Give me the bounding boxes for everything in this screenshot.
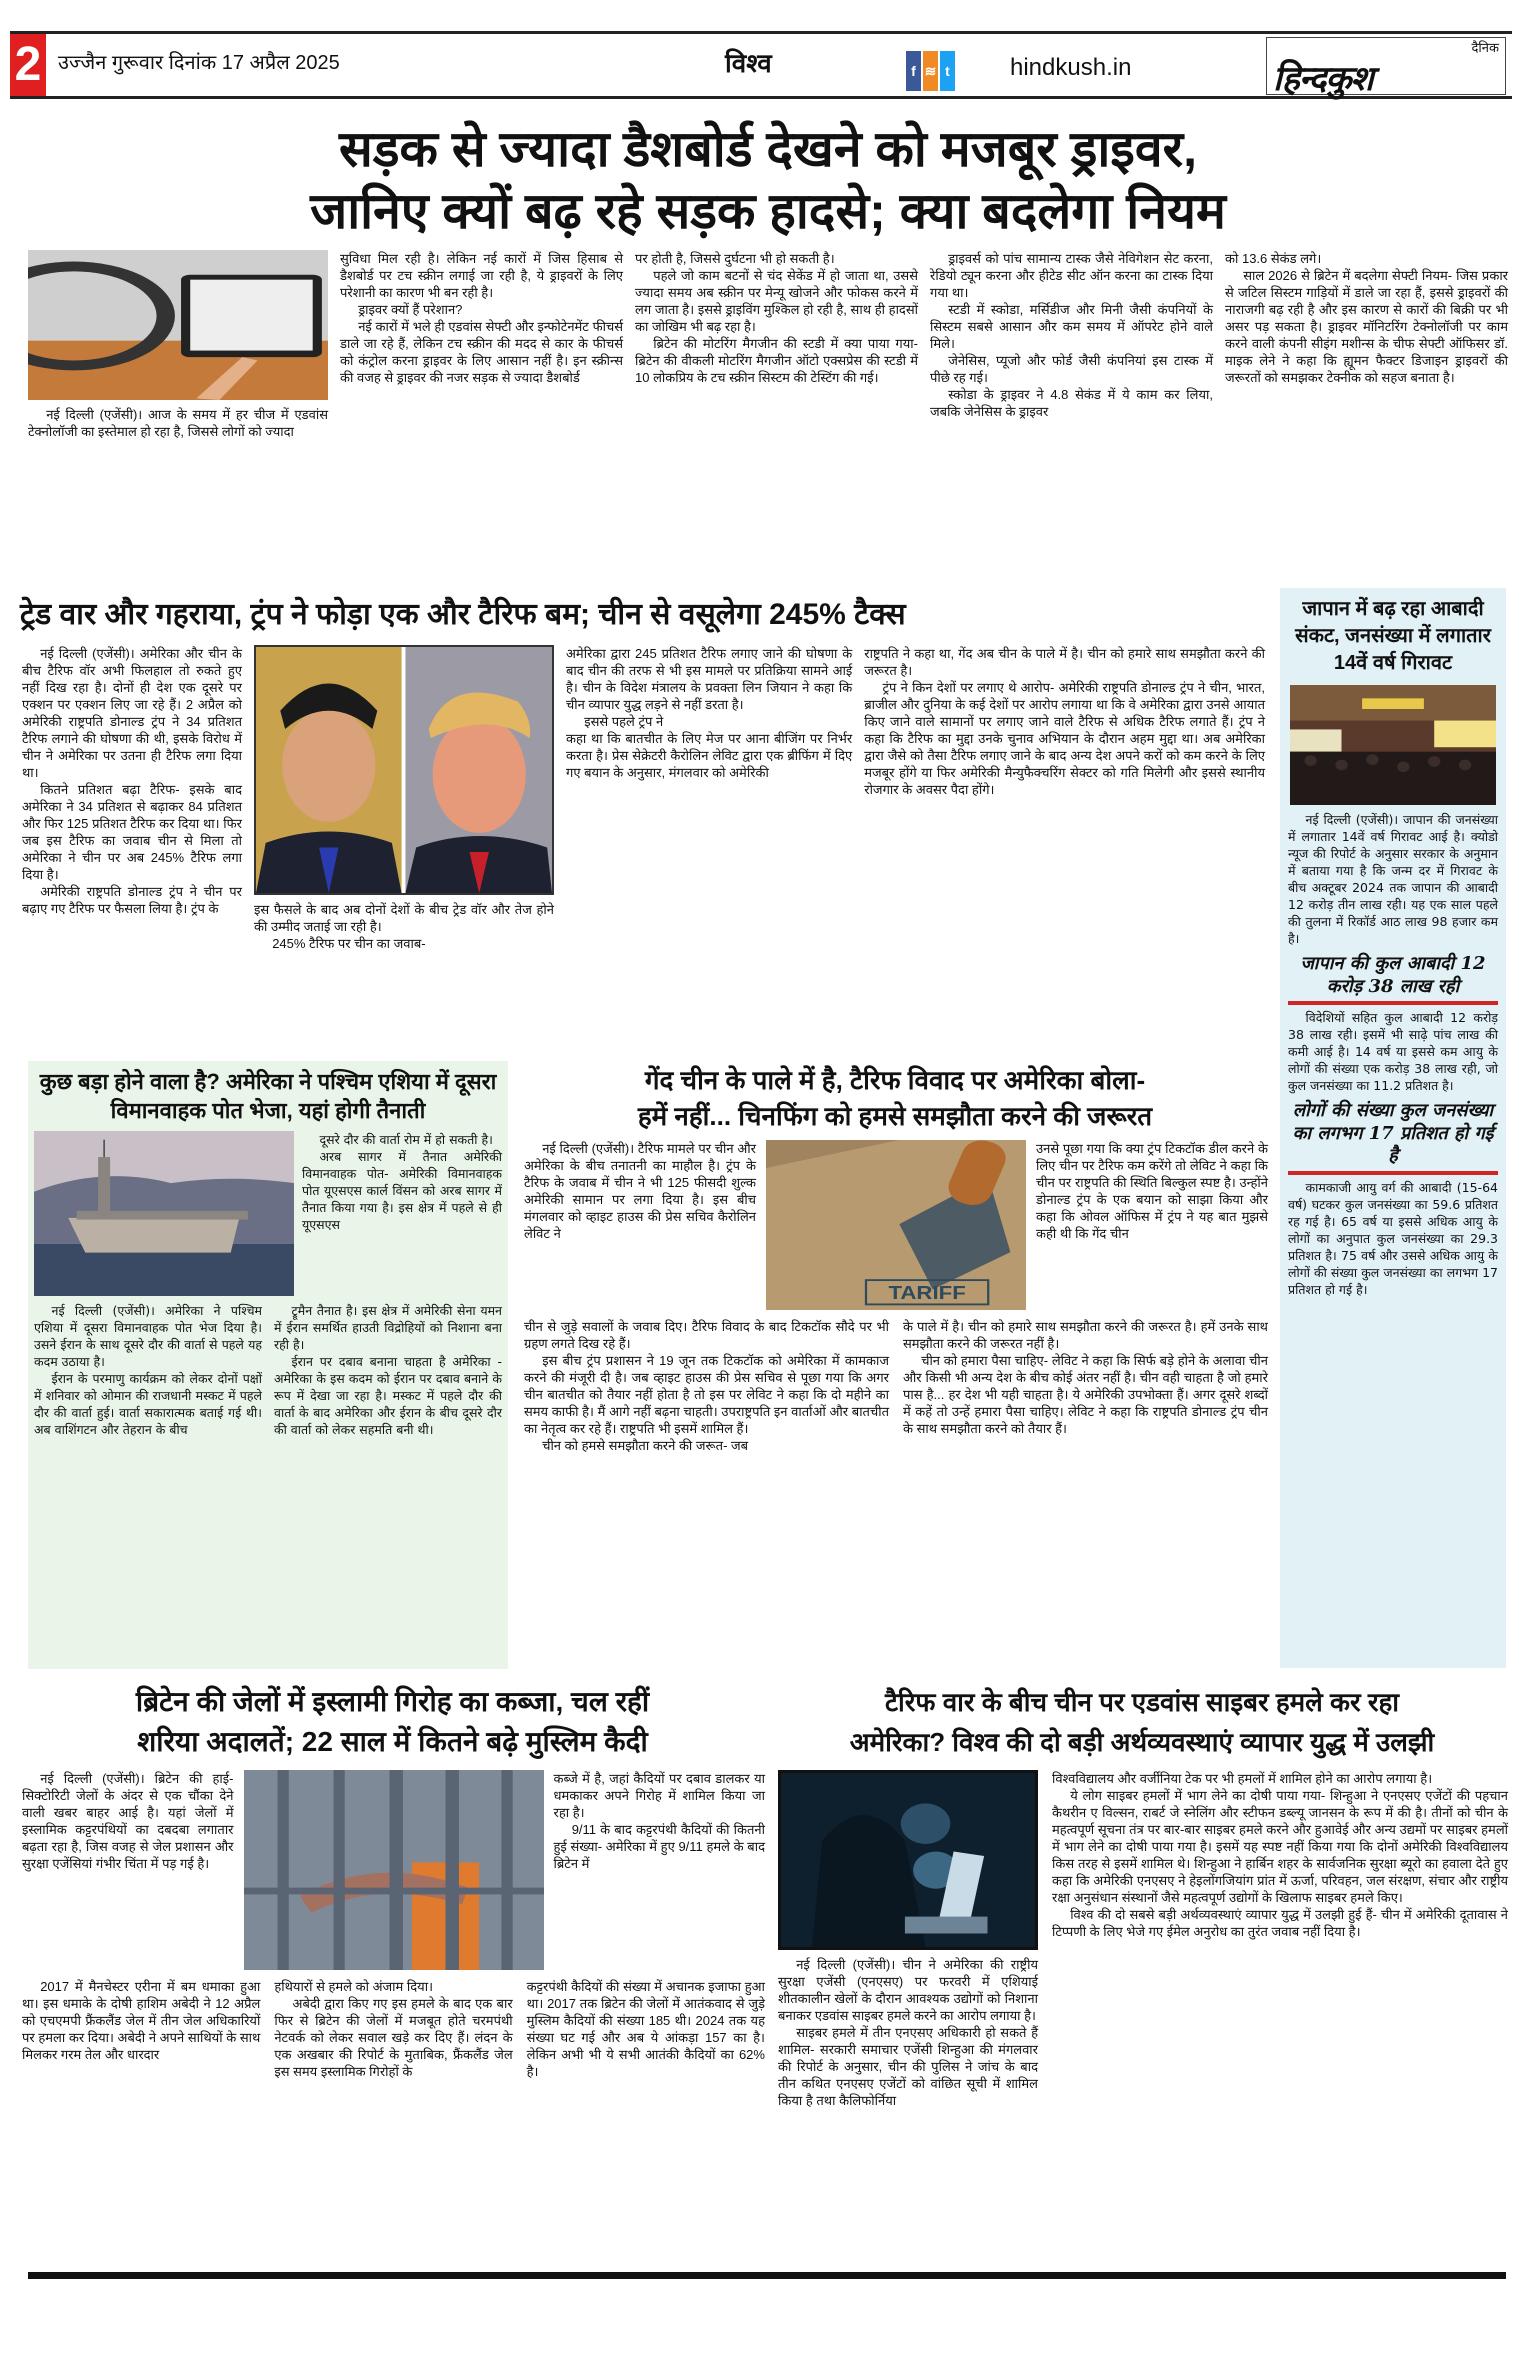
paragraph: नई दिल्ली (एजेंसी)। जापान की जनसंख्या में लगातार 14वें वर्ष गिरावट आई है। क्योडो न्यूज की रिपोर्ट के अनुसार सरकार के अनुमान में बताया गया है कि जन्म दर में गिरावट के बीच अक्टूबर 2024 तक जापान की आबादी 12 करोड़ तीन लाख रही। यह एक साल पहले की तुलना में रिकॉर्ड आठ लाख 98 हजार कम है। — [1288, 812, 1498, 946]
rss-icon[interactable]: ≋ — [923, 51, 938, 91]
cyber-body — [778, 1770, 1508, 2265]
japan-market-photo — [1290, 685, 1496, 805]
dashboard-col-4 — [930, 250, 1213, 585]
prison-right-side — [554, 1770, 766, 1970]
prison-col-2 — [274, 1978, 512, 2080]
paragraph: हथियारों से हमले को अंजाम दिया। — [274, 1979, 434, 1994]
paragraph: विश्व की दो सबसे बड़ी अर्थव्यवस्थाएं व्यापार युद्ध में उलझी हुई हैं- चीन में अमेरिकी दूतावास ने टिप्पणी के लिए भेजे गए ईमेल अनुरोध का तुरंत जवाब नहीं दिया है। — [1052, 1907, 1508, 1939]
paragraph: कामकाजी आयु वर्ग की आबादी (15-64 वर्ष) घटकर कुल जनसंख्या का 59.6 प्रतिशत रह गई है। 65 वर्ष या इससे अधिक आयु के लोगों का अनुपात कुल जनसंख्या का 29.3 प्रतिशत है। 75 वर्ष और उससे अधिक आयु के लोगों की संख्या कुल जनसंख्या का लगभग 17 प्रतिशत हो गई है। — [1288, 1179, 1498, 1297]
paragraph: इस फैसले के बाद अब दोनों देशों के बीच ट्रेड वॉर और तेज होने की उम्मीद जताई जा रही है। — [254, 902, 554, 934]
ball-headline — [520, 1062, 1270, 1134]
ball-right-side — [1036, 1140, 1268, 1310]
paragraph: के पाले में है। चीन को हमारे साथ समझौता करने की जरूरत है। हमें उनके साथ समझौता करने की जरूरत नहीं है। — [903, 1319, 1268, 1351]
carrier-headline: कुछ बड़ा होने वाला है? अमेरिका ने पश्चिम एशिया में दूसरा विमानवाहक पोत भेजा, यहां होगी तैनाती — [39, 1069, 497, 1123]
headline-line: जानिए क्यों बढ़ रहे सड़क हादसे; क्या बदलेगा नियम — [310, 183, 1226, 239]
cyber-col-2 — [1052, 1770, 1508, 2265]
paragraph: उनसे पूछा गया कि क्या ट्रंप टिकटॉक डील करने के लिए चीन पर टैरिफ कम करेंगे तो लेविट ने कहा कि चीन पर राष्ट्रपति की स्थिति बिल्कुल स्पष्ट है। उन्होंने डोनाल्ड ट्रंप के एक बयान को साझा किया और कहा कि ओवल ऑफिस में ट्रंप ने यह बात मुझसे कही थी कि गेंद चीन — [1036, 1141, 1268, 1241]
carrier-bottom-row — [28, 1296, 508, 1438]
paragraph: कब्जे में है, जहां कैदियों पर दबाव डालकर या धमकाकर अपने गिरोह में शामिल किया जा रहा है। — [553, 1771, 765, 1820]
paragraph: ड्राइवर्स को पांच सामान्य टास्क जैसे नेविगेशन सेट करना, रेडियो ट्यून करना और हीटेड सीट ऑन करना का टास्क दिया गया था। — [930, 251, 1213, 300]
page-number: 2 — [10, 34, 46, 96]
newspaper-logo — [1266, 37, 1506, 99]
dashboard-col-1 — [28, 250, 328, 585]
prison-top-row — [22, 1770, 765, 1970]
tradewar-body — [22, 645, 1265, 1050]
paragraph: कितने प्रतिशत बढ़ा टैरिफ- इसके बाद अमेरिका ने 34 प्रतिशत से बढ़ाकर 84 प्रतिशत और फिर 125 प्रतिशत टैरिफ कर दिया था। फिर जब इस टैरिफ का जवाब चीन से मिला तो अमेरिका ने चीन पर अब 245% टैरिफ लगा दिया है। — [22, 782, 242, 882]
aircraft-carrier-photo — [34, 1131, 294, 1296]
paragraph: नई दिल्ली (एजेंसी)। आज के समय में हर चीज में एडवांस टेक्नोलॉजी का इस्तेमाल हो रहा है, जिससे लोगों को ज्यादा — [28, 407, 328, 439]
dashboard-col-2 — [340, 250, 623, 585]
paragraph: चीन को हमारा पैसा चाहिए- लेविट ने कहा कि सिर्फ बड़े होने के अलावा चीन और किसी भी अन्य देश के बीच कोई अंतर नहीं है। चीन वही चाहता है जो हमारे पास है... हर देश भी यही चाहता है। ये अमेरिकी उपभोक्ता हैं। अगर दूसरे शब्दों में कहें तो उन्हें हमारा पैसा चाहिए। लेविट ने कहा कि राष्ट्रपति डोनाल्ड ट्रंप चीन के साथ समझौता करने को तैयार हैं। — [903, 1353, 1268, 1436]
ball-col-1 — [524, 1318, 889, 1454]
carrier-col-1 — [34, 1302, 262, 1438]
paragraph: को 13.6 सेकंड लगे। — [1225, 251, 1322, 266]
tradewar-col-4 — [864, 645, 1265, 1050]
paragraph: कहा था कि बातचीत के लिए मेज पर आना बीजिंग पर निर्भर करता है। प्रेस सेक्रेटरी कैरोलिन लेविट द्वारा एक ब्रीफिंग में दिए गए बयान के अनुसार, मंगलवार को अमेरिकी — [566, 731, 853, 780]
paragraph: स्कोडा के ड्राइवर ने 4.8 सेकंड में ये काम कर लिया, जबकि जेनेसिस के ड्राइवर — [930, 387, 1213, 419]
website-link[interactable]: hindkush.in — [1010, 54, 1132, 81]
section-label: विश्व — [725, 48, 772, 78]
paragraph: चीन से जुड़े सवालों के जवाब दिए। टैरिफ विवाद के बाद टिकटॉक सौदे पर भी ग्रहण लगते दिख रहे हैं। — [524, 1319, 889, 1351]
ball-body — [524, 1140, 1268, 1668]
paragraph: अबेदी द्वारा किए गए इस हमले के बाद एक बार फिर से ब्रिटेन की जेलों में मजबूत होते चरमपंथी नेटवर्क को लेकर सवाल खड़े कर दिए हैं। लंदन के एक अखबार की रिपोर्ट के मुताबिक, फ्रैंकलैंड जेल इस समय इस्लामिक गिरोहों के — [274, 1996, 513, 2079]
dashboard-body — [28, 250, 1508, 585]
tradewar-headline: ट्रेड वार और गहराया, ट्रंप ने फोड़ा एक और टैरिफ बम; चीन से वसूलेगा 245% टैक्स — [20, 598, 906, 631]
tradewar-photo-col — [254, 645, 554, 1050]
paragraph: 9/11 के बाद कट्टरपंथी कैदियों की कितनी हुई संख्या- अमेरिका में हुए 9/11 हमले के बाद ब्रिटेन में — [553, 1822, 765, 1871]
paragraph: साइबर हमले में तीन एनएसए अधिकारी हो सकते हैं शामिल- सरकारी समाचार एजेंसी शिन्हुआ की मंगलवार की रिपोर्ट के अनुसार, चीन की पुलिस ने जांच के बाद तीन कथित एनएसए एजेंटों को वांछित सूची में शामिल किया है तथा कैलिफोर्निया — [778, 2025, 1038, 2108]
ball-bottom-row — [524, 1318, 1268, 1454]
prison-bottom-row — [22, 1978, 765, 2080]
divider — [1288, 1001, 1498, 1005]
paragraph: ईरान के परमाणु कार्यक्रम को लेकर दोनों पक्षों में शनिवार को ओमान की राजधानी मस्कट में पहले दौर की वार्ता हुई। वार्ता सकारात्मक बताई गई थी। अब वाशिंगटन और तेहरान के बीच — [34, 1371, 262, 1437]
paragraph: विदेशियों सहित कुल आबादी 12 करोड़ 38 लाख रही। इसमें भी साढ़े पांच लाख की कमी आई है। 14 वर्ष या इससे कम आयु के लोगों की संख्या एक करोड़ 38 लाख रही, जो कुल जनसंख्या का 11.2 प्रतिशत है। — [1288, 1010, 1498, 1093]
paragraph: राष्ट्रपति ने कहा था, गेंद अब चीन के पाले में है। चीन को हमारे साथ समझौता करने की जरूरत है। — [864, 646, 1265, 678]
dashboard-col-5 — [1225, 250, 1508, 585]
japan-sidebar — [1280, 588, 1506, 1668]
tradewar-col-1 — [22, 645, 242, 1050]
twitter-icon[interactable]: t — [940, 51, 955, 91]
paragraph: स्टडी में स्कोडा, मर्सिडीज और मिनी जैसी कंपनियों के सिस्टम सबसे आसान और कम समय में ऑपरेट होने वाले मिले। — [930, 302, 1213, 351]
divider — [1288, 1171, 1498, 1175]
paragraph: अरब सागर में तैनात अमेरिकी विमानवाहक पोत- अमेरिकी विमानवाहक पोत यूएसएस कार्ल विंसन को अरब सागर में तैनात किया गया है। इस क्षेत्र में पहले से ही यूएसएस — [302, 1149, 502, 1232]
hacker-photo — [778, 1770, 1038, 1950]
japan-subhead: जापान की कुल आबादी 12 करोड़ 38 लाख रही — [1300, 953, 1486, 997]
paragraph: जेनेसिस, प्यूजो और फोर्ड जैसी कंपनियां इस टास्क में पीछे रह गई। — [930, 353, 1213, 385]
paragraph: अमेरिका द्वारा 245 प्रतिशत टैरिफ लगाए जाने की घोषणा के बाद चीन की तरफ से भी इस मामले पर प्रतिक्रिया सामने आई है। चीन के विदेश मंत्रालय के प्रवक्ता लिन जियान ने कहा कि चीन व्यापार युद्ध लड़ने से नहीं डरता है। — [566, 646, 853, 712]
cyber-headline — [776, 1682, 1508, 1762]
paragraph: अमेरिकी राष्ट्रपति डोनाल्ड ट्रंप ने चीन पर बढ़ाए गए टैरिफ पर फैसला लिया है। ट्रंप के — [22, 884, 242, 916]
japan-headline: जापान में बढ़ रहा आबादी संकट, जनसंख्या में लगातार 14वें वर्ष गिरावट — [1295, 598, 1491, 674]
prison-col-3 — [527, 1978, 765, 2080]
prison-left-side — [22, 1770, 234, 1970]
ball-top-row — [524, 1140, 1268, 1310]
dashboard-headline — [20, 118, 1516, 242]
paragraph: दूसरे दौर की वार्ता रोम में हो सकती है। — [319, 1132, 493, 1147]
carrier-top-row — [28, 1131, 508, 1296]
paragraph: नई दिल्ली (एजेंसी)। अमेरिका और चीन के बीच टैरिफ वॉर अभी फिलहाल तो रुकते हुए नहीं दिख रहा है। दोनों ही देश एक दूसरे पर एक्शन पर एक्शन लिए जा रहे हैं। 2 अप्रैल को अमेरिकी राष्ट्रपति डोनाल्ड ट्रंप ने 34 प्रतिशत टैरिफ लगाने की घोषणा की थी, इसके विरोध में चीन ने अमेरिका पर उतना ही टैरिफ लगा दिया था। — [22, 646, 242, 780]
paragraph: नई दिल्ली (एजेंसी)। चीन ने अमेरिका की राष्ट्रीय सुरक्षा एजेंसी (एनएसए) पर फरवरी में एशियाई शीतकालीन खेलों के दौरान आवश्यक उद्योगों को निशाना बनाकर एडवांस साइबर हमले करने का आरोप लगाया है। — [778, 1957, 1038, 2023]
tariff-stamp-photo — [766, 1140, 1026, 1310]
headline-line: सड़क से ज्यादा डैशबोर्ड देखने को मजबूर ड्राइवर, — [339, 121, 1197, 177]
headline-line: टैरिफ वार के बीच चीन पर एडवांस साइबर हमले कर रहा — [884, 1687, 1400, 1717]
paragraph: साल 2026 से ब्रिटेन में बदलेगा सेफ्टी नियम- जिस प्रकार से जटिल सिस्टम गाड़ियों में डाले जा रहा हैं, इससे ड्राइवरों की नाराजगी बढ़ रही है और इस कारण से कारों की बिक्री पर भी असर पड़ सकता है। ड्राइवर मॉनिटरिंग टेक्नोलॉजी पर काम करने वाली कंपनी सीइंग मशीन्स के चीफ सेफ्टी ऑफिसर डॉ. माइक लेने ने कहा कि ह्यूमन फैक्टर डिजाइन ड्राइवरों की जरूरतों को समझकर टेक्नीक को सहज बनाता है। — [1225, 268, 1508, 385]
prison-body — [22, 1770, 765, 2265]
car-dashboard-photo — [28, 250, 328, 400]
tradewar-col-3 — [566, 645, 852, 1050]
prison-bars-photo — [244, 1770, 544, 1970]
paragraph: पहले जो काम बटनों से चंद सेकेंड में हो जाता था, उससे ज्यादा समय अब स्क्रीन पर मेन्यू खोजने और फोकस करने में लग जाता है। इससे ड्राइविंग मुश्किल हो रही है, साथ ही हादसों का जोखिम भी बढ़ रहा है। — [635, 268, 918, 334]
ball-left-side — [524, 1140, 756, 1310]
paragraph: ईरान पर दबाव बनाना चाहता है अमेरिका - अमेरिका के इस कदम को ईरान पर दबाव बनाने के रूप में देखा जा रहा है। मस्कट में पहले दौर की वार्ता के बाद अमेरिका और ईरान के बीच दूसरे दौर की वार्ता को लेकर सहमति बनी थी। — [274, 1354, 502, 1437]
paragraph: पर होती है, जिससे दुर्घटना भी हो सकती है। — [635, 251, 835, 266]
paragraph: इससे पहले ट्रंप ने — [584, 714, 664, 729]
headline-line: हमें नहीं... चिनफिंग को हमसे समझौता करने की जरूरत — [637, 1101, 1153, 1131]
ball-col-2 — [903, 1318, 1268, 1454]
paragraph: 2017 में मैनचेस्टर एरीना में बम धमाका हुआ था। इस धमाके के दोषी हाशिम अबेदी ने 12 अप्रैल को एचएमपी फ्रैंकलैंड जेल में तीन जेल अधिकारियों पर हमला कर दिया। अबेदी ने अपने साथियों के साथ मिलकर गरम तेल और धारदार — [22, 1979, 261, 2062]
paragraph: नई दिल्ली (एजेंसी)। ब्रिटेन की हाई-सिक्टोरिटी जेलों के अंदर से एक चौंका देने वाली खबर बाहर आई है। यहां जेलों में इस्लामिक कट्टरपंथियों का दबदबा लगातार बढ़ता रहा है, जिस वजह से जेल प्रशासन और सुरक्षा एजेंसियां गंभीर चिंता में पड़ गई है। — [22, 1771, 234, 1871]
carrier-col-2 — [274, 1302, 502, 1438]
carrier-article — [28, 1061, 508, 1669]
paragraph: कट्टरपंथी कैदियों की संख्या में अचानक इजाफा हुआ था। 2017 तक ब्रिटेन की जेलों में आतंकवाद से जुड़े मुस्लिम कैदियों की संख्या 185 थी। 2024 तक यह संख्या घट गई और अब ये आंकड़ा 157 का है। लेकिन अभी भी ये सभी आतंकी कैदियों का 62% है। — [526, 1979, 765, 2079]
paragraph: नई दिल्ली (एजेंसी)। टैरिफ मामले पर चीन और अमेरिका के बीच तनातनी का माहौल है। ट्रंप के टैरिफ के जवाब में चीन ने भी 125 फीसदी शुल्क अमेरिकी सामान पर लगा दिया है। इस बीच मंगलवार को व्हाइट हाउस की प्रेस सचिव कैरोलिन लेविट ने — [524, 1141, 756, 1241]
tariff-stamp-label: TARIFF — [888, 1282, 966, 1304]
subhead: ड्राइवर क्यों हैं परेशान? — [358, 302, 463, 317]
cyber-left-col — [778, 1770, 1038, 2265]
paragraph: इस बीच ट्रंप प्रशासन ने 19 जून तक टिकटॉक को अमेरिका में कामकाज करने की मंजूरी दी है। जब व्हाइट हाउस की प्रेस सचिव से पूछा गया कि अगर चीन बातचीत को तैयार नहीं होता है तो इस पर लेविट ने कहा कि दो महीने का समय काफी है। मैं आगे नहीं बढ़ना चाहती। उपराष्ट्रपति इन वार्ताओं और बातचीत का नेतृत्व कर रहे हैं। राष्ट्रपति भी इसमें शामिल हैं। — [524, 1353, 889, 1436]
social-icons — [906, 51, 955, 91]
dashboard-col-3 — [635, 250, 918, 585]
japan-body — [1280, 811, 1506, 1298]
headline-line: ब्रिटेन की जेलों में इस्लामी गिरोह का कब्जा, चल रहीं — [135, 1686, 650, 1717]
paragraph: ट्रूमैन तैनात है। इस क्षेत्र में अमेरिकी सेना यमन में ईरान समर्थित हाउती विद्रोहियों को निशाना बना रही है। — [274, 1303, 502, 1352]
leaders-photo — [254, 645, 554, 895]
paragraph: विश्वविद्यालय और वर्जीनिया टेक पर भी हमलों में शामिल होने का आरोप लगाया है। — [1052, 1771, 1433, 1786]
bottom-divider — [28, 2272, 1506, 2279]
headline-line: शरिया अदालतें; 22 साल में कितने बढ़े मुस्लिम कैदी — [137, 1726, 648, 1757]
logo-title: हिन्दकुश — [1273, 59, 1373, 99]
paragraph: चीन को हमसे समझौता करने की जरूत- जब — [542, 1438, 749, 1453]
dateline: उज्जैन गुरूवार दिनांक 17 अप्रैल 2025 — [58, 52, 340, 74]
facebook-icon[interactable]: f — [906, 51, 921, 91]
carrier-side-col — [302, 1131, 502, 1296]
japan-subhead: लोगों की संख्या कुल जनसंख्या का लगभग 17 प्रतिशत हो गई है — [1292, 1100, 1494, 1166]
paragraph: सुविधा मिल रही है। लेकिन नई कारों में जिस हिसाब से डैशबोर्ड पर टच स्क्रीन लगाई जा रही है, ये ड्राइवरों के लिए परेशानी का कारण भी बन रही है। — [340, 251, 623, 300]
paragraph: ब्रिटेन की मोटरिंग मैगजीन की स्टडी में क्या पाया गया- ब्रिटेन की वीकली मोटरिंग मैगजीन ऑटो एक्सप्रेस की स्टडी में 10 लोकप्रिय के टच स्क्रीन सिस्टम की टेस्टिंग की गई। — [635, 336, 918, 385]
cyber-col-1 — [778, 1956, 1038, 2109]
paragraph: नई कारों में भले ही एडवांस सेफ्टी और इन्फोटेनमेंट फीचर्स डाले जा रहे हैं, लेकिन टच स्क्रीन की मदद से कार के फीचर्स को कंट्रोल करना ड्राइवर के लिए आसान नहीं है। इन स्क्रीन्स की वजह से ड्राइवर की नजर सड़क से ज्यादा डैशबोर्ड — [340, 319, 623, 385]
prison-headline — [20, 1682, 765, 1762]
paragraph: ट्रंप ने किन देशों पर लगाए थे आरोप- अमेरिकी राष्ट्रपति डोनाल्ड ट्रंप ने चीन, भारत, ब्राजील और दुनिया के कई देशों पर आरोप लगाया था कि वे अमेरिका द्वारा उनसे आयात किए जाने वाले सामानों पर लगाए जाने वाले टैरिफ से अधिक टैरिफ लगाते हैं। ट्रंप ने कहा कि टैरिफ का मुद्दा उनके चुनाव अभियान के दौरान अहम मुद्दा था। अब अमेरिका द्वारा जैसे को तैसा टैरिफ लगाए जाने के बाद अन्य देश अपने करों को कम करने के लिए मजबूर होंगे या फिर अमेरिकी मैन्युफैक्चरिंग सेक्टर को गति मिलेगी और इससे स्थानीय रोजगार के अवसर पैदा होंगे। — [864, 680, 1265, 797]
headline-line: गेंद चीन के पाले में है, टैरिफ विवाद पर अमेरिका बोला- — [644, 1065, 1146, 1095]
paragraph: ये लोग साइबर हमलों में भाग लेने का दोषी पाया गया- शिन्हुआ ने एनएसए एजेंटों की पहचान कैथरीन ए विल्सन, राबर्ट जे स्नेलिंग और स्टीफन डब्ल्यू जानसन के रूप में की है। तीनों को चीन के महत्वपूर्ण सूचना तंत्र पर बार-बार साइबर हमले करने और हुआवेई और अन्य उद्यमों पर साइबर हमलों में भाग लेने का दोषी पाया गया है। इसमें यह स्पष्ट नहीं किया गया कि दोनों अमेरिकी विश्वविद्यालय किस तरह से इसमें शामिल थे। शिन्हुआ ने हार्बिन शहर के सार्वजनिक सुरक्षा ब्यूरो का हवाला देते हुए कहा कि अमेरिकी एनएसए ने हेइलोंगजियांग प्रांत में ऊर्जा, परिवहन, जल संरक्षण, संचार और राष्ट्रीय रक्षा अनुसंधान संस्थानों जैसे महत्वपूर्ण उद्योगों के खिलाफ साइबर हमले किए। — [1052, 1788, 1508, 1905]
headline-line: अमेरिका? विश्व की दो बड़ी अर्थव्यवस्थाएं व्यापार युद्ध में उलझी — [849, 1727, 1435, 1757]
tradewar-col-2 — [254, 901, 554, 952]
logo-subtitle: दैनिक — [1471, 40, 1499, 55]
paragraph: नई दिल्ली (एजेंसी)। अमेरिका ने पश्चिम एशिया में दूसरा विमानवाहक पोत भेज दिया है। उसने ईरान के साथ दूसरे दौर की वार्ता से पहले यह कदम उठाया है। — [34, 1303, 262, 1369]
masthead — [10, 31, 1512, 99]
prison-col-1 — [22, 1978, 260, 2080]
paragraph: 245% टैरिफ पर चीन का जवाब- — [272, 936, 426, 951]
